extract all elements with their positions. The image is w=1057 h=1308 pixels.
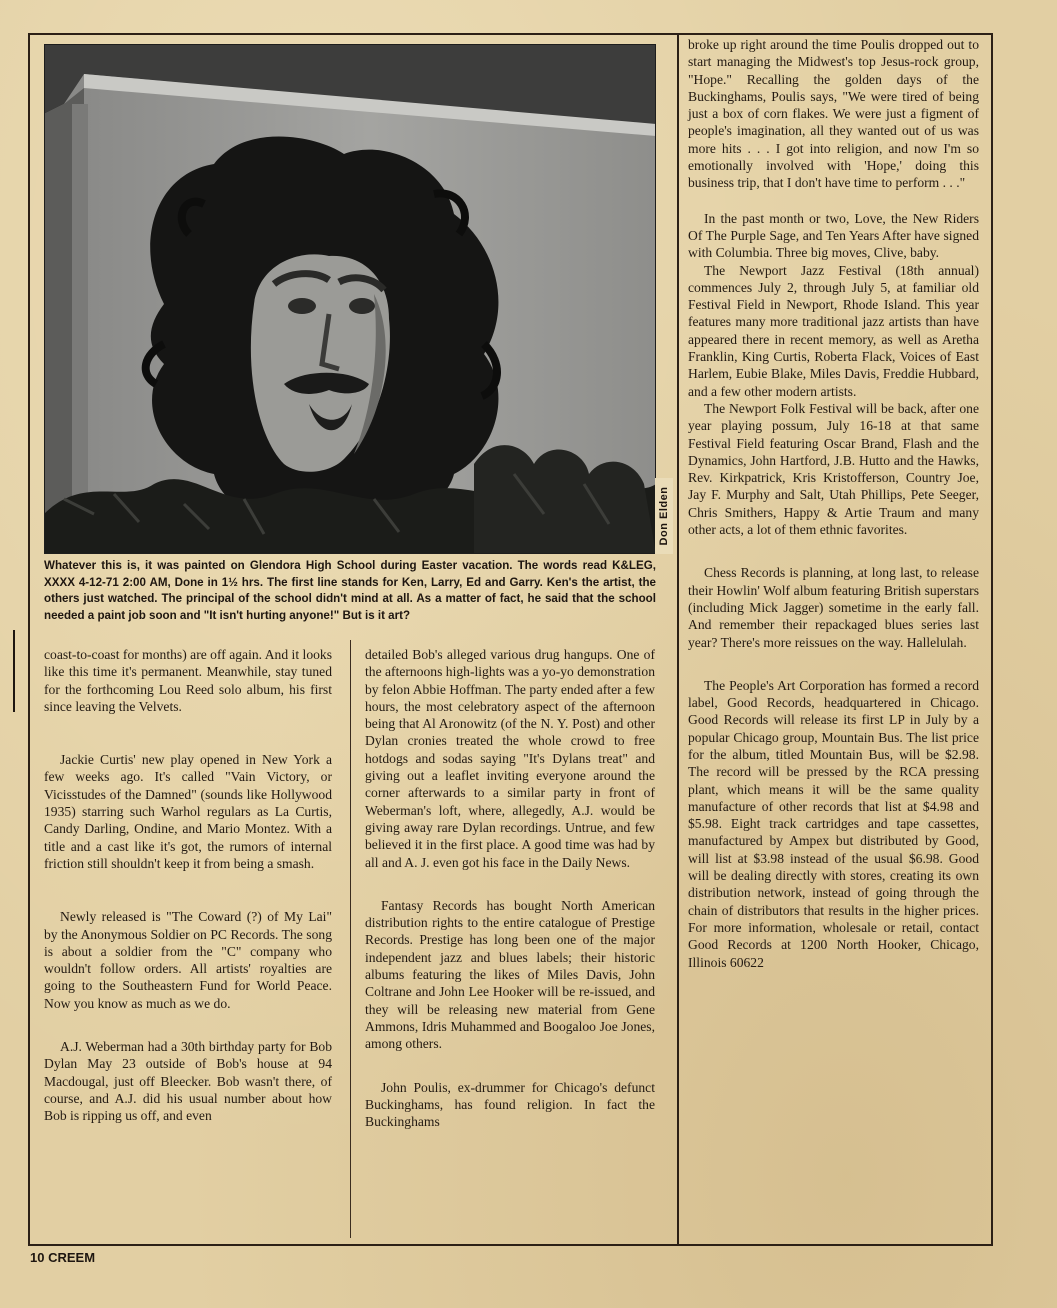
photo-credit-text: Don Elden xyxy=(658,486,670,546)
column-2-paragraph-2: Fantasy Records has bought North American distribution rights to the entire catalogue of Prestige Records. Prestige has long been one of the major independent jazz and blues labels; their historic albums featuring the likes of Miles Davis, John Coltrane and John Lee Hooker will be re-issued, and they will be releasing new material from Gene Ammons, Idris Muhammed and Boogaloo Joe Jones, among others. xyxy=(365,897,655,1052)
column-1 xyxy=(44,646,332,1125)
column-2-paragraph-3: John Poulis, ex-drummer for Chicago's defunct Buckinghams, has found religion. In fact the Buckinghams xyxy=(365,1079,655,1130)
column-divider-left xyxy=(350,640,351,1238)
column-2 xyxy=(365,646,655,1130)
page-folio: 10 CREEM xyxy=(30,1250,96,1265)
column-3-paragraph-6: The People's Art Corporation has formed a record label, Good Records, headquartered in Chicago. Good Records will release its first LP in July by a popular Chicago group, Mountain Bus. The list price for the album, titled Mountain Bus, will be $2.98. The record will be pressed by the RCA pressing plant, which means it will be the same quality manufacture of other records that list at $4.98 and $5.98. Eight track cartridges and tape cassettes, manufactured by Ampex but distributed by Good, will list at $3.98 instead of the usual $6.98. Good will be dealing directly with stores, creating its own distribution network, instead of going through the chain of distributors that results in the higher prices. For more information, wholesale or retail, contact Good Records at 1200 North Hooker, Chicago, Illinois 60622 xyxy=(688,677,979,970)
column-2-paragraph-1: detailed Bob's alleged various drug hangups. One of the afternoons high-lights was a yo-yo demonstration by felon Abbie Hoffman. The party ended after a few hours, the most celebratory aspect of the afternoon being that Al Aronowitz (of the N. Y. Post) and other Dylan cronies treated the whole crowd to free hotdogs and sodas saying "It's Dylans treat" and giving out a leaflet inviting everyone around the corner afterwards to a similar party in front of Weberman's loft, where, allegedly, A.J. would be giving away rare Dylan recordings. Untrue, and few believed it in the first place. A good time was had by all and A. J. even got his face in the Daily News. xyxy=(365,647,655,870)
column-3-paragraph-5: Chess Records is planning, at long last, to release their Howlin' Wolf album featuring British superstars (including Mick Jagger) sometime in the early fall. And remember their repackaged blues series last year? There's more reissues on the way. Hallelulah. xyxy=(688,565,979,650)
photo-caption: Whatever this is, it was painted on Glendora High School during Easter vacation. The words read K&LEG, XXXX 4-12-71 2:00 AM, Done in 1½ hrs. The first line stands for Ken, Larry, Ed and Garry. Ken's the artist, the others just watched. The principal of the school didn't mind at all. As a matter of fact, he said that the school needed a paint job soon and "It isn't hurting anyone!" But is it art? xyxy=(44,559,656,622)
graffiti-photo-image xyxy=(44,44,656,554)
column-3 xyxy=(688,36,979,971)
photo-credit xyxy=(655,478,673,554)
column-1-paragraph-4: A.J. Weberman had a 30th birthday party for Bob Dylan May 23 outside of Bob's house at 94 Macdougal, just off Bleecker. Bob wasn't there, of course, and A.J. did his usual number about how Bob is ripping us off, and even xyxy=(44,1039,332,1124)
margin-mark xyxy=(13,630,15,712)
column-3-paragraph-3: The Newport Jazz Festival (18th annual) commences July 2, through July 5, at familiar old Festival Field in Newport, Rhode Island. This year features many more traditional jazz artists than have appeared there in recent memory, as well as Aretha Franklin, King Curtis, Roberta Flack, Voices of East Harlem, Eubie Blake, Miles Davis, Freddie Hubbard, and a few other modern artists. xyxy=(688,262,979,399)
column-3-paragraph-4: The Newport Folk Festival will be back, after one year playing possum, July 16-18 at that same Festival Field featuring Oscar Brand, Flash and the Dynamics, John Hartford, J.B. Hutto and the Hawks, Rev. Kirkpatrick, Kris Kristofferson, Country Joe, Jay F. Murphy and Salt, Utah Phillips, Pete Seeger, Chris Smithers, Happy & Artie Traum and many other acts, a lot of them ethnic favorites. xyxy=(688,400,979,538)
column-divider-right xyxy=(677,33,679,1246)
graffiti-photo xyxy=(44,44,656,554)
column-3-paragraph-1: broke up right around the time Poulis dropped out to start managing the Midwest's top Jesus-rock group, "Hope." Recalling the golden days of the Buckinghams, Poulis says, "We were tired of being just a box of corn flakes. We were just a figment of people's imagination, all they wanted out of us was more hits . . . I got into religion, and now I'm so emotionally involved with 'Hope,' doing this business trip, that I don't have time to perform . . ." xyxy=(688,37,979,191)
column-1-paragraph-3: Newly released is "The Coward (?) of My Lai" by the Anonymous Soldier on PC Records. The song is about a soldier from the "C" company who wouldn't follow orders. All artists' royalties are going to the Southeastern Fund for World Peace. Now you know as much as we do. xyxy=(44,909,332,1011)
column-3-paragraph-2: In the past month or two, Love, the New Riders Of The Purple Sage, and Ten Years After have signed with Columbia. Three big moves, Clive, baby. xyxy=(688,210,979,261)
column-1-paragraph-1: coast-to-coast for months) are off again. And it looks like this time it's permanent. Meanwhile, stay tuned for the forthcoming Lou Reed solo album, his first since leaving the Velvets. xyxy=(44,647,332,714)
column-1-paragraph-2: Jackie Curtis' new play opened in New York a few weeks ago. It's called "Vain Victory, or Vicisstudes of the Damned" (sounds like Hollywood 1935) starring such Warhol regulars as La Curtis, Candy Darling, Ondine, and Mario Montez. With a title and a cast like it's got, the rumors of internal friction still shouldn't keep it from being a smash. xyxy=(44,752,332,871)
